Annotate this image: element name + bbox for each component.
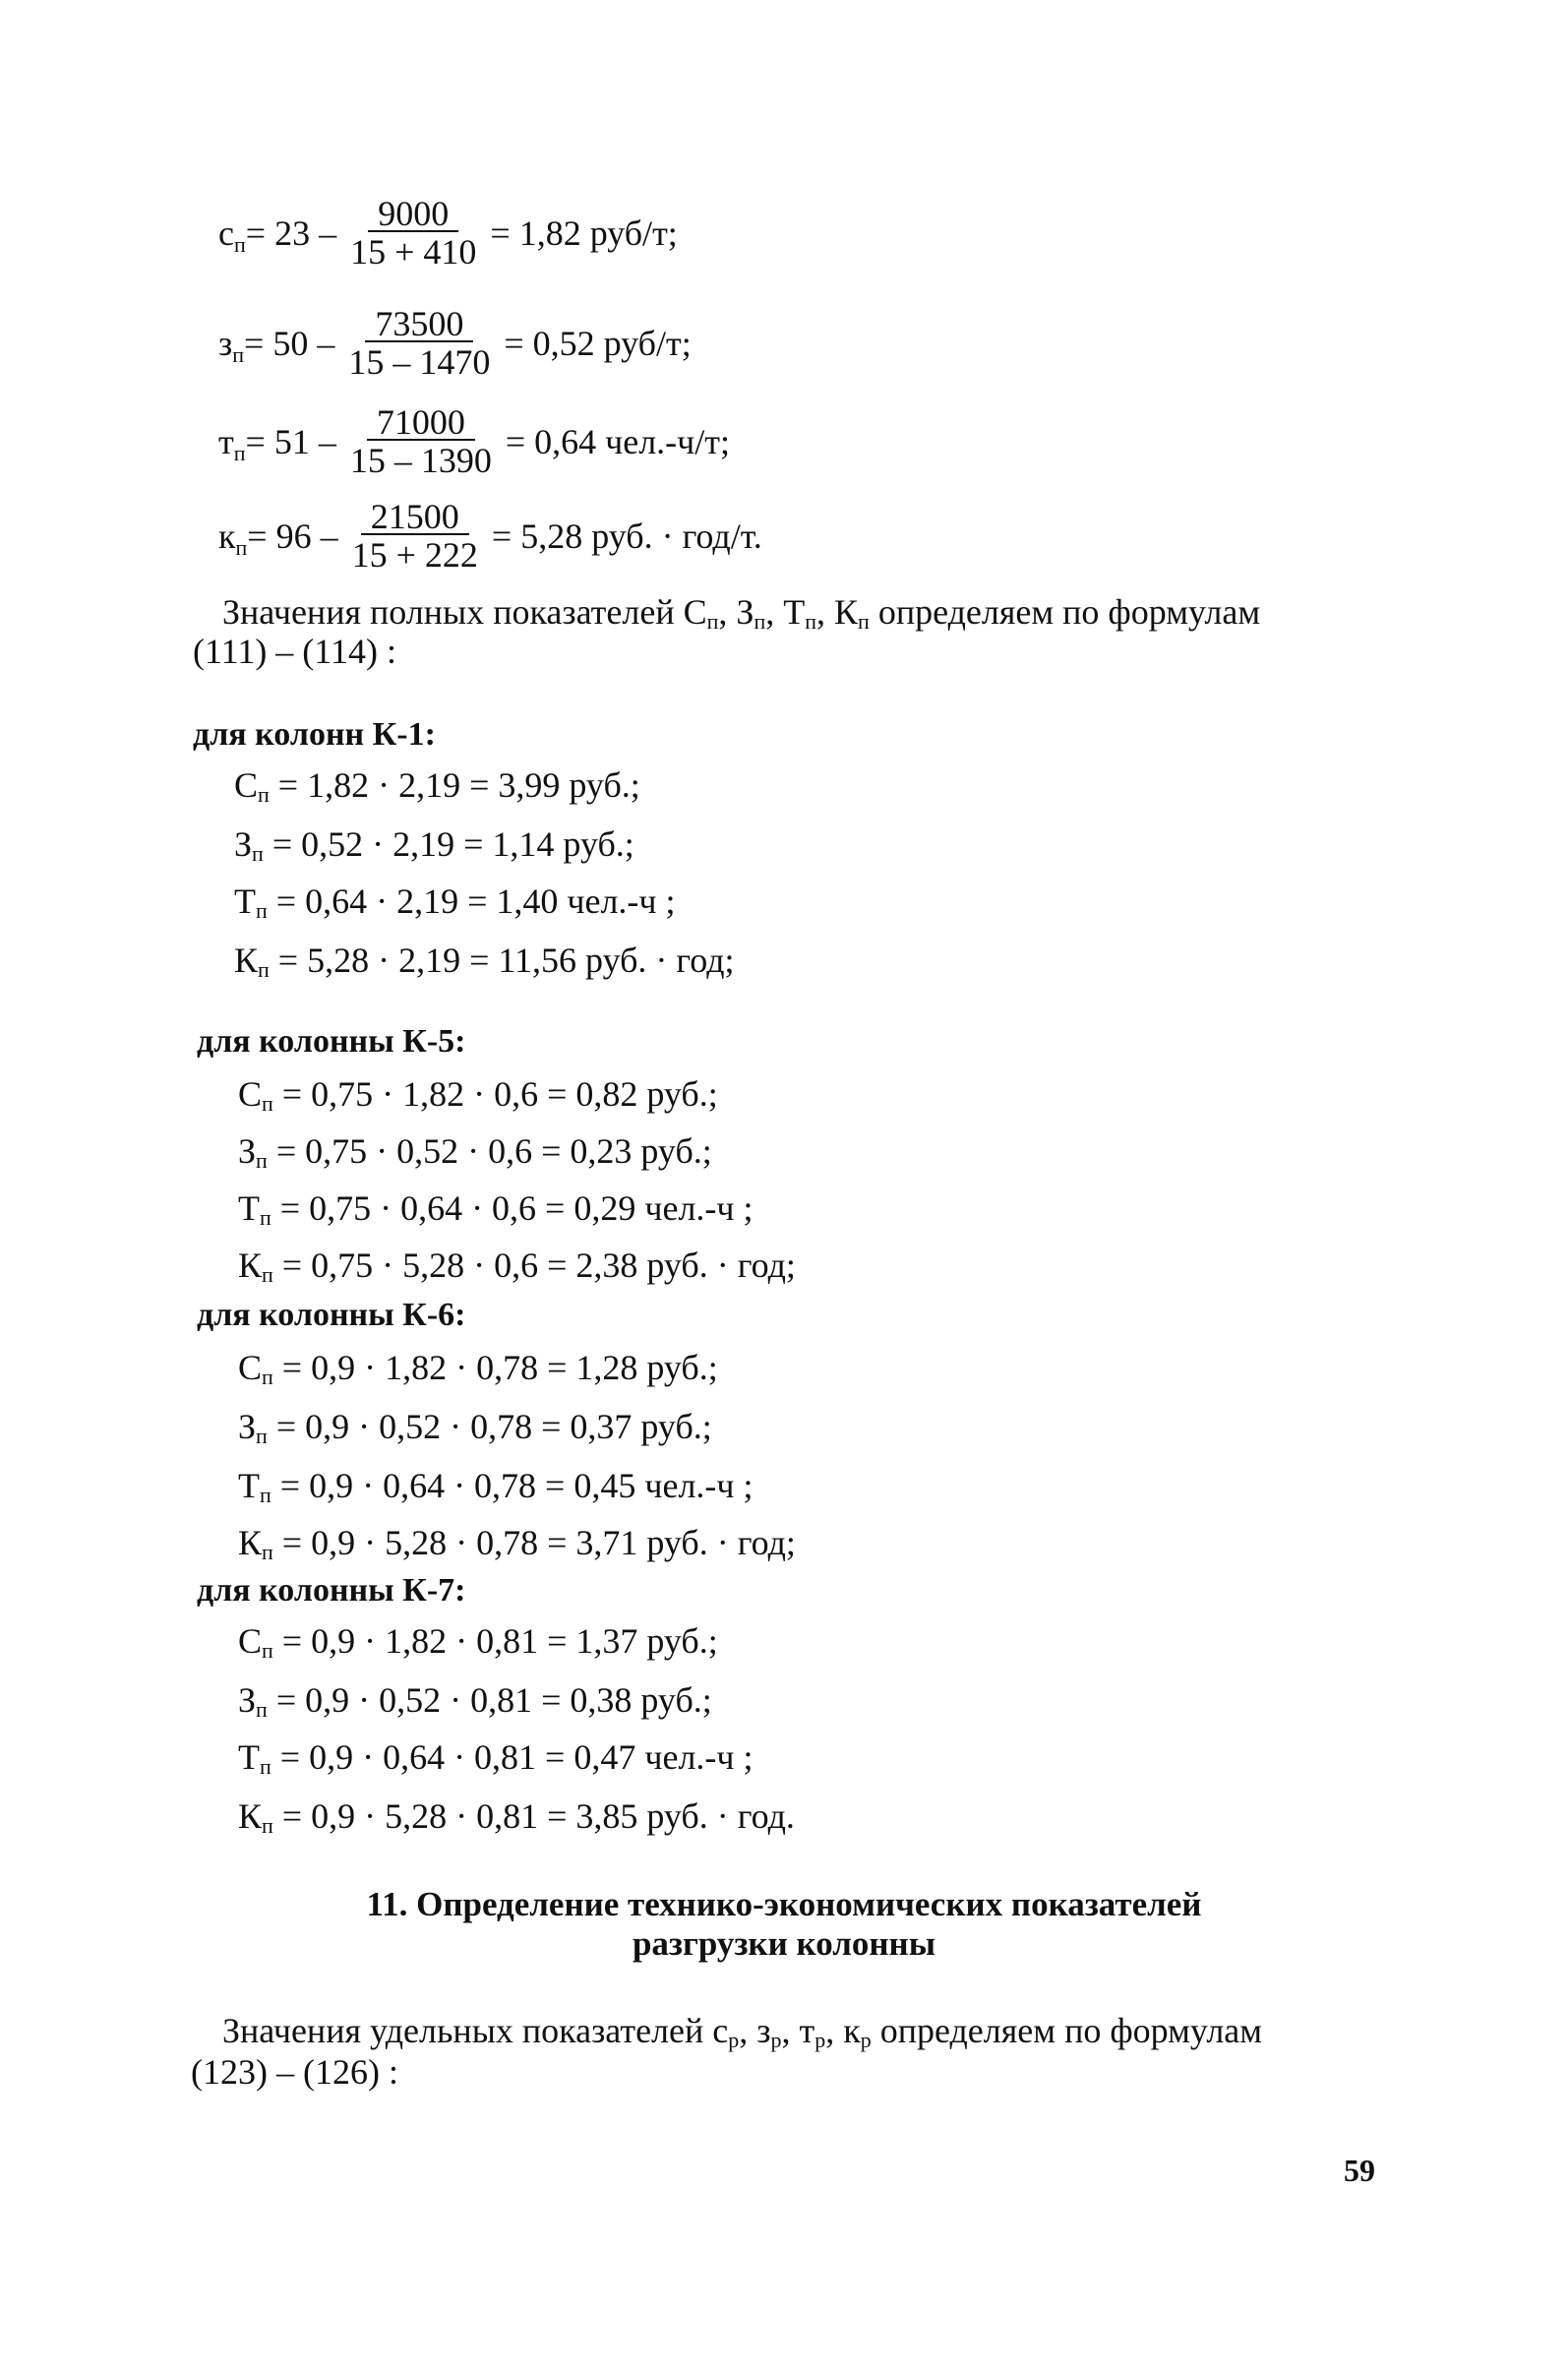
- section-title-line-2: разгрузки колонны: [632, 1924, 936, 1963]
- outro-paragraph-line-1: Значения удельных показателей $с_р$, $з_р$, $т_р$, $к_р$ определяем по формулам: [222, 2011, 1263, 2052]
- fraction-numerator: 71000: [367, 405, 475, 441]
- formula-result: = 0,64 чел.-ч/т;: [505, 422, 731, 461]
- group-heading: для колонн К-1:: [193, 716, 436, 753]
- equation-line: $Т_п = 0,75 \cdot 0,64 \cdot 0,6 = 0,29$ чел.-ч ;: [238, 1188, 754, 1230]
- formula-row: [218, 304, 692, 382]
- fraction-denominator: 15 – 1390: [349, 441, 492, 480]
- intro-paragraph-line-1: Значения полных показателей $С_п$, $З_п$, $Т_п$, $К_п$ определяем по формулам: [222, 592, 1261, 634]
- formula-result: = 0,52 руб/т;: [504, 324, 692, 363]
- equation-line: $Т_п = 0,64 \cdot 2,19 = 1,40$ чел.-ч ;: [234, 881, 676, 923]
- fraction: [350, 194, 477, 272]
- group-heading: для колонны К-7:: [197, 1572, 466, 1609]
- fraction-denominator: 15 + 410: [350, 232, 477, 272]
- fraction: [351, 497, 478, 575]
- formula-result: = 1,82 руб/т;: [490, 213, 678, 253]
- fraction: [349, 402, 492, 480]
- formula-head: = 23 –: [245, 213, 337, 253]
- equation-line: $К_п = 0,75 \cdot 5,28 \cdot 0,6 = 2,38$ руб. · год;: [238, 1246, 796, 1287]
- formula-head: = 51 –: [245, 422, 336, 461]
- formula-symbol: зп: [218, 324, 245, 367]
- formula-symbol: кп: [218, 517, 248, 560]
- fraction-numerator: 73500: [365, 307, 473, 342]
- outro-paragraph-line-2: (123) – (126) :: [191, 2052, 398, 2092]
- formula-row: [218, 497, 762, 575]
- group-heading: для колонны К-6:: [197, 1297, 466, 1333]
- intro-paragraph-line-2: (111) – (114) :: [193, 632, 396, 671]
- formula-head: = 96 –: [247, 517, 338, 556]
- equation-line: $З_п = 0,9 \cdot 0,52 \cdot 0,81 = 0,38$ руб.;: [238, 1680, 712, 1722]
- fraction-numerator: 21500: [361, 500, 469, 535]
- section-title-line-1: 11. Определение технико-экономических показателей: [366, 1885, 1202, 1923]
- equation-line: $Т_п = 0,9 \cdot 0,64 \cdot 0,81 = 0,47$ чел.-ч ;: [238, 1737, 754, 1779]
- group-heading: для колонны К-5:: [197, 1023, 466, 1060]
- formula-result: = 5,28 руб. · год/т.: [491, 517, 762, 556]
- equation-line: $З_п = 0,52 \cdot 2,19 = 1,14$ руб.;: [234, 824, 634, 866]
- formula-symbol: тп: [218, 422, 246, 465]
- equation-line: $Т_п = 0,9 \cdot 0,64 \cdot 0,78 = 0,45$ чел.-ч ;: [238, 1466, 754, 1507]
- equation-line: $С_п = 1,82 \cdot 2,19 = 3,99$ руб.;: [234, 765, 640, 807]
- equation-line: $С_п = 0,75 \cdot 1,82 \cdot 0,6 = 0,82$ руб.;: [238, 1074, 718, 1116]
- equation-line: $К_п = 5,28 \cdot 2,19 = 11,56$ руб. · год;: [234, 941, 735, 982]
- fraction-denominator: 15 – 1470: [348, 342, 491, 382]
- equation-line: $З_п = 0,75 \cdot 0,52 \cdot 0,6 = 0,23$ руб.;: [238, 1131, 712, 1173]
- fraction-denominator: 15 + 222: [351, 535, 478, 575]
- equation-line: $З_п = 0,9 \cdot 0,52 \cdot 0,78 = 0,37$ руб.;: [238, 1407, 712, 1448]
- equation-line: $К_п = 0,9 \cdot 5,28 \cdot 0,78 = 3,71$ руб. · год;: [238, 1523, 796, 1564]
- equation-line: $С_п = 0,9 \cdot 1,82 \cdot 0,78 = 1,28$ руб.;: [238, 1348, 718, 1389]
- formula-head: = 50 –: [244, 324, 335, 363]
- formula-row: [218, 194, 678, 272]
- equation-line: $С_п = 0,9 \cdot 1,82 \cdot 0,81 = 1,37$ руб.;: [238, 1621, 718, 1663]
- formula-row: [218, 402, 731, 480]
- fraction: [348, 304, 491, 382]
- page-number: 59: [1344, 2153, 1375, 2188]
- equation-line: $К_п = 0,9 \cdot 5,28 \cdot 0,81 = 3,85$ руб. · год.: [238, 1796, 795, 1838]
- fraction-numerator: 9000: [368, 197, 458, 232]
- formula-symbol: cп: [218, 213, 246, 257]
